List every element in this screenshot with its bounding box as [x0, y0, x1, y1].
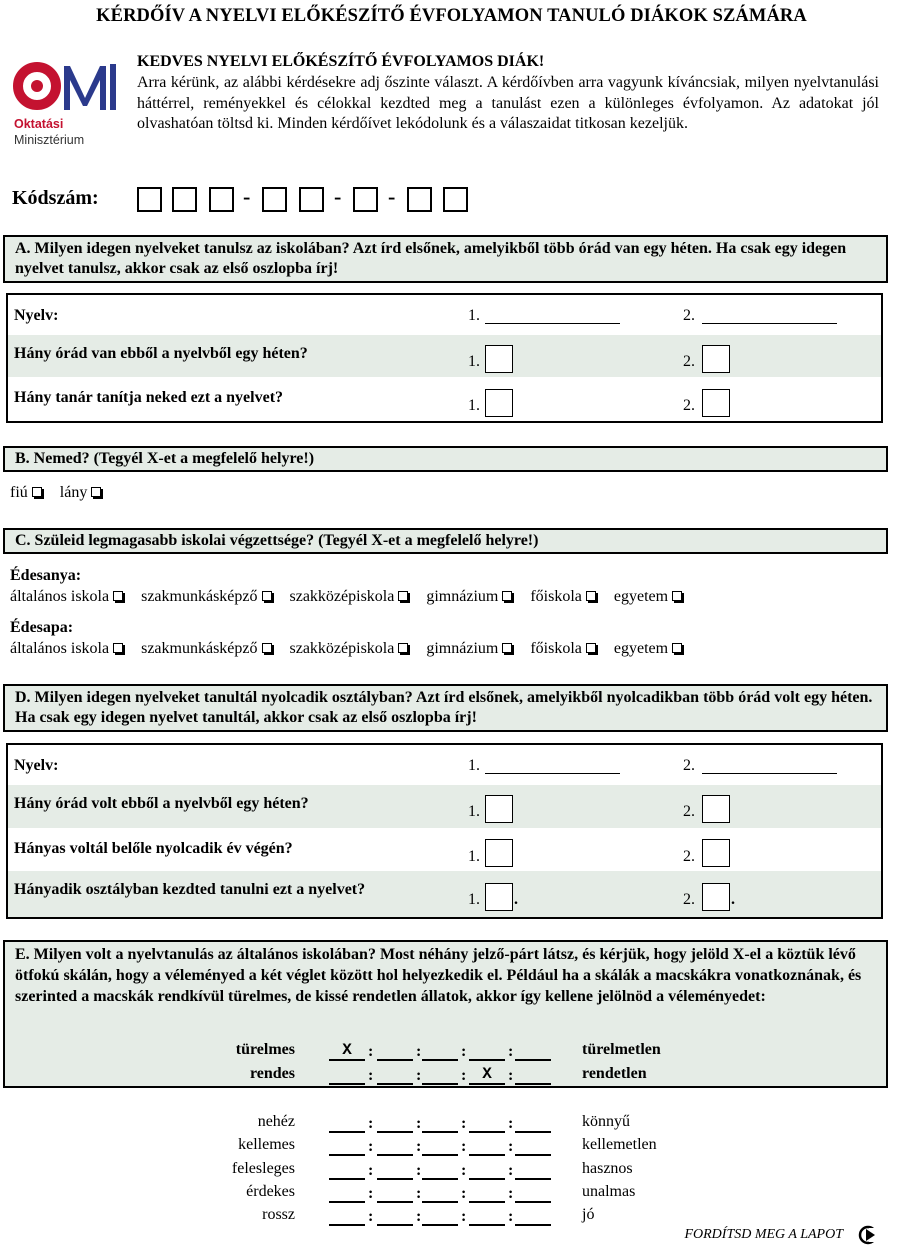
scale-colon: : — [368, 1043, 374, 1060]
scale-colon: : — [508, 1067, 514, 1084]
scale-right-label: hasznos — [582, 1159, 633, 1177]
col-number: 1. — [468, 848, 480, 865]
answer-box[interactable] — [485, 883, 513, 911]
col-number: 2. — [683, 307, 695, 324]
intro-text: Arra kérünk, az alábbi kérdésekre adj őszinte választ. A kérdőívben arra vagyunk kíváncsiak, milyen nyelvtanulási háttérrel, reményekkel és célokkal kezdted meg a tanulást ezen a különleges évfolyamon. Az adatokat jól olvashatóan töltsd ki. Minden kérdőívet lekódolunk és a válaszaidat titkosan kezeljük. — [137, 74, 879, 132]
scale-slot[interactable] — [469, 1183, 505, 1203]
language-1-input[interactable] — [485, 773, 620, 774]
answer-box[interactable] — [485, 345, 513, 373]
scale-slot[interactable] — [515, 1206, 551, 1226]
option-label: szakközépiskola — [289, 588, 395, 605]
table-row — [8, 785, 881, 828]
scale-slot[interactable] — [422, 1206, 458, 1226]
scale-slot[interactable] — [377, 1160, 413, 1180]
scale-colon: : — [461, 1138, 467, 1156]
table-row — [8, 871, 881, 917]
scale-colon: : — [416, 1184, 422, 1202]
intro-heading: KEDVES NYELVI ELŐKÉSZÍTŐ ÉVFOLYAMOS DIÁK! — [137, 53, 545, 70]
option-label: általános iskola — [10, 588, 110, 605]
code-box[interactable] — [353, 187, 378, 212]
section-c-heading: C. Szüleid legmagasabb iskolai végzettsége? (Tegyél X-et a megfelelő helyre!) — [3, 528, 888, 554]
code-box[interactable] — [299, 187, 324, 212]
scale-slot[interactable] — [515, 1183, 551, 1203]
turn-page-arrow-icon — [857, 1224, 879, 1246]
scale-colon: : — [461, 1115, 467, 1132]
scale-left-label: rendes — [249, 1065, 295, 1082]
example-scale-row — [0, 1065, 903, 1087]
scale-slot[interactable] — [469, 1113, 505, 1133]
checkbox[interactable] — [398, 591, 408, 601]
ordinal-dot: . — [514, 891, 518, 908]
scale-colon: : — [416, 1138, 422, 1156]
father-options — [10, 640, 684, 658]
option-label: főiskola — [530, 640, 582, 657]
scale-colon: : — [508, 1184, 514, 1202]
scale-right-label: kellemetlen — [582, 1136, 657, 1154]
scale-colon: : — [368, 1184, 374, 1202]
section-b-heading: B. Nemed? (Tegyél X-et a megfelelő helyre!) — [3, 446, 888, 472]
scale-colon: : — [416, 1067, 422, 1084]
scale-colon: : — [461, 1161, 467, 1179]
col-number: 2. — [683, 353, 695, 370]
scale-slot — [377, 1041, 413, 1061]
scale-slot — [422, 1041, 458, 1061]
row-label: Nyelv: — [14, 307, 59, 324]
scale-right-label: unalmas — [582, 1182, 636, 1200]
scale-slot[interactable] — [515, 1160, 551, 1180]
scale-colon: : — [368, 1067, 374, 1084]
row-label: Hány tanár tanítja neked ezt a nyelvet? — [14, 389, 284, 406]
scale-colon: : — [508, 1043, 514, 1060]
kodszam-label: Kódszám: — [12, 187, 99, 209]
option-label: szakközépiskola — [289, 640, 395, 657]
scale-slot[interactable] — [469, 1136, 505, 1156]
scale-colon: : — [461, 1208, 467, 1226]
scale-colon: : — [416, 1208, 422, 1226]
mother-label: Édesanya: — [10, 567, 82, 584]
col-number: 1. — [468, 891, 480, 908]
checkbox[interactable] — [262, 591, 272, 601]
col-number: 1. — [468, 307, 480, 324]
checkbox[interactable] — [91, 487, 101, 497]
scale-row — [0, 1206, 903, 1228]
scale-slot — [329, 1065, 365, 1085]
section-d-table — [6, 743, 883, 919]
col-number: 2. — [683, 891, 695, 908]
answer-box[interactable] — [702, 345, 730, 373]
scale-right-label: könnyű — [582, 1113, 630, 1130]
ordinal-dot: . — [731, 891, 735, 908]
scale-slot[interactable] — [422, 1183, 458, 1203]
checkbox[interactable] — [586, 591, 596, 601]
code-box[interactable] — [137, 187, 162, 212]
scale-colon: : — [508, 1161, 514, 1179]
scale-left-label: nehéz — [257, 1113, 295, 1130]
table-row — [8, 295, 881, 335]
answer-box[interactable] — [702, 795, 730, 823]
scale-colon: : — [416, 1115, 422, 1132]
father-label: Édesapa: — [10, 619, 74, 636]
option-label: szakmunkásképző — [141, 640, 258, 657]
answer-box[interactable] — [702, 389, 730, 417]
answer-box[interactable] — [485, 839, 513, 867]
scale-colon: : — [461, 1043, 467, 1060]
code-box[interactable] — [209, 187, 234, 212]
col-number: 2. — [683, 848, 695, 865]
answer-box[interactable] — [702, 883, 730, 911]
option-label: egyetem — [613, 588, 669, 605]
checkbox[interactable] — [502, 591, 512, 601]
row-label: Hányadik osztályban kezdted tanulni ezt a nyelvet? — [14, 881, 366, 898]
scale-slot — [515, 1041, 551, 1061]
scale-right-label: jó — [582, 1206, 595, 1224]
col-number: 1. — [468, 397, 480, 414]
logo-text-miniszterium: Minisztérium — [14, 133, 85, 147]
checkbox[interactable] — [398, 643, 408, 653]
row-label: Nyelv: — [14, 757, 59, 774]
col-number: 2. — [683, 757, 695, 774]
scale-slot — [469, 1041, 505, 1061]
row-label: Hány órád van ebből a nyelvből egy héten? — [14, 345, 308, 362]
scale-colon: : — [368, 1161, 374, 1179]
scale-left-label: rossz — [262, 1206, 295, 1224]
scale-slot[interactable] — [422, 1160, 458, 1180]
scale-slot — [377, 1065, 413, 1085]
scale-slot[interactable] — [329, 1206, 365, 1226]
col-number: 2. — [683, 397, 695, 414]
section-d-heading: D. Milyen idegen nyelveket tanultál nyolcadik osztályban? Azt írd elsőnek, amelyikből nyolcadikban több órád volt egy héten. Ha csak egy idegen nyelvet tanultál, akkor csak az első oszlopba írj! — [3, 684, 888, 732]
scale-slot[interactable] — [422, 1113, 458, 1133]
scale-row — [0, 1113, 903, 1135]
section-e-text: E. Milyen volt a nyelvtanulás az általános iskolában? Most néhány jelző-párt látsz, és kérjük, hogy jelöld X-el a köztük lévő ötfokú skálán, hogy a véleményed a két véglet között hol helyezkedik el. Például ha a skálák a macskákra vonatkoznának, és szerinted a macskák rendkívül türelmes, de kissé rendetlen állatok, akkor így kellene jelölnöd a véleményedet: — [15, 946, 862, 1005]
scale-slot[interactable] — [329, 1160, 365, 1180]
scale-slot[interactable] — [377, 1136, 413, 1156]
scale-colon: : — [416, 1161, 422, 1179]
scale-slot[interactable] — [377, 1183, 413, 1203]
checkbox[interactable] — [672, 591, 682, 601]
checkbox[interactable] — [502, 643, 512, 653]
checkbox[interactable] — [113, 643, 123, 653]
code-box[interactable] — [407, 187, 432, 212]
col-number: 2. — [683, 803, 695, 820]
scale-colon: : — [368, 1115, 374, 1132]
checkbox[interactable] — [32, 487, 42, 497]
scale-slot[interactable] — [329, 1183, 365, 1203]
language-2-input[interactable] — [702, 773, 837, 774]
scale-left-label: felesleges — [231, 1159, 295, 1177]
scale-row — [0, 1160, 903, 1182]
code-separator: - — [388, 184, 396, 209]
scale-colon: : — [368, 1138, 374, 1156]
table-row — [8, 745, 881, 785]
section-a-heading: A. Milyen idegen nyelveket tanulsz az iskolában? Azt írd elsőnek, amelyikből több órád van egy héten. Ha csak egy idegen nyelvet tanulsz, akkor csak az első oszlopba írj! — [3, 235, 888, 283]
option-label: egyetem — [613, 640, 669, 657]
scale-slot[interactable] — [377, 1113, 413, 1133]
table-row — [8, 335, 881, 377]
row-label: Hányas voltál belőle nyolcadik év végén? — [14, 840, 293, 857]
example-scale-row — [0, 1041, 903, 1063]
option-label: gimnázium — [426, 588, 499, 605]
mother-options — [10, 588, 684, 606]
code-separator: - — [334, 184, 342, 209]
option-label: lány — [59, 484, 88, 501]
scale-slot-marked: X — [329, 1041, 365, 1061]
scale-slot[interactable] — [469, 1160, 505, 1180]
answer-box[interactable] — [485, 389, 513, 417]
language-2-input[interactable] — [702, 323, 837, 324]
scale-left-label: kellemes — [238, 1136, 295, 1154]
scale-slot — [515, 1065, 551, 1085]
table-row — [8, 828, 881, 871]
footer-text: FORDÍTSD MEG A LAPOT — [684, 1227, 843, 1242]
answer-box[interactable] — [702, 839, 730, 867]
scale-slot — [422, 1065, 458, 1085]
language-1-input[interactable] — [485, 323, 620, 324]
scale-slot[interactable] — [515, 1136, 551, 1156]
scale-colon: : — [368, 1208, 374, 1226]
scale-slot[interactable] — [377, 1206, 413, 1226]
scale-row — [0, 1136, 903, 1158]
option-label: általános iskola — [10, 640, 110, 657]
scale-slot[interactable] — [469, 1206, 505, 1226]
scale-slot[interactable] — [329, 1136, 365, 1156]
col-number: 1. — [468, 757, 480, 774]
scale-slot[interactable] — [515, 1113, 551, 1133]
scale-left-label: türelmes — [235, 1041, 295, 1058]
scale-right-label: rendetlen — [582, 1065, 647, 1082]
row-label: Hány órád volt ebből a nyelvből egy héten? — [14, 795, 309, 812]
scale-colon: : — [508, 1208, 514, 1226]
checkbox[interactable] — [586, 643, 596, 653]
scale-slot[interactable] — [329, 1113, 365, 1133]
scale-left-label: érdekes — [246, 1182, 295, 1200]
option-label: főiskola — [530, 588, 582, 605]
col-number: 1. — [468, 353, 480, 370]
table-row — [8, 377, 881, 421]
option-label: gimnázium — [426, 640, 499, 657]
option-label: szakmunkásképző — [141, 588, 258, 605]
scale-colon: : — [508, 1115, 514, 1132]
section-a-table — [6, 293, 883, 423]
checkbox[interactable] — [113, 591, 123, 601]
scale-row — [0, 1183, 903, 1205]
answer-box[interactable] — [485, 795, 513, 823]
gender-options — [10, 484, 103, 502]
scale-right-label: türelmetlen — [582, 1041, 661, 1058]
page-title: KÉRDŐÍV A NYELVI ELŐKÉSZÍTŐ ÉVFOLYAMON TANULÓ DIÁKOK SZÁMÁRA — [96, 6, 807, 26]
scale-slot[interactable] — [422, 1136, 458, 1156]
scale-slot-marked: X — [469, 1065, 505, 1085]
scale-colon: : — [416, 1043, 422, 1060]
scale-colon: : — [508, 1138, 514, 1156]
checkbox[interactable] — [672, 643, 682, 653]
code-box[interactable] — [172, 187, 197, 212]
checkbox[interactable] — [262, 643, 272, 653]
col-number: 1. — [468, 803, 480, 820]
option-label: fiú — [10, 484, 28, 501]
code-separator: - — [243, 184, 251, 209]
scale-colon: : — [461, 1067, 467, 1084]
code-box[interactable] — [443, 187, 468, 212]
scale-colon: : — [461, 1184, 467, 1202]
logo-text-oktatasi: Oktatási — [14, 117, 64, 131]
code-box[interactable] — [262, 187, 287, 212]
